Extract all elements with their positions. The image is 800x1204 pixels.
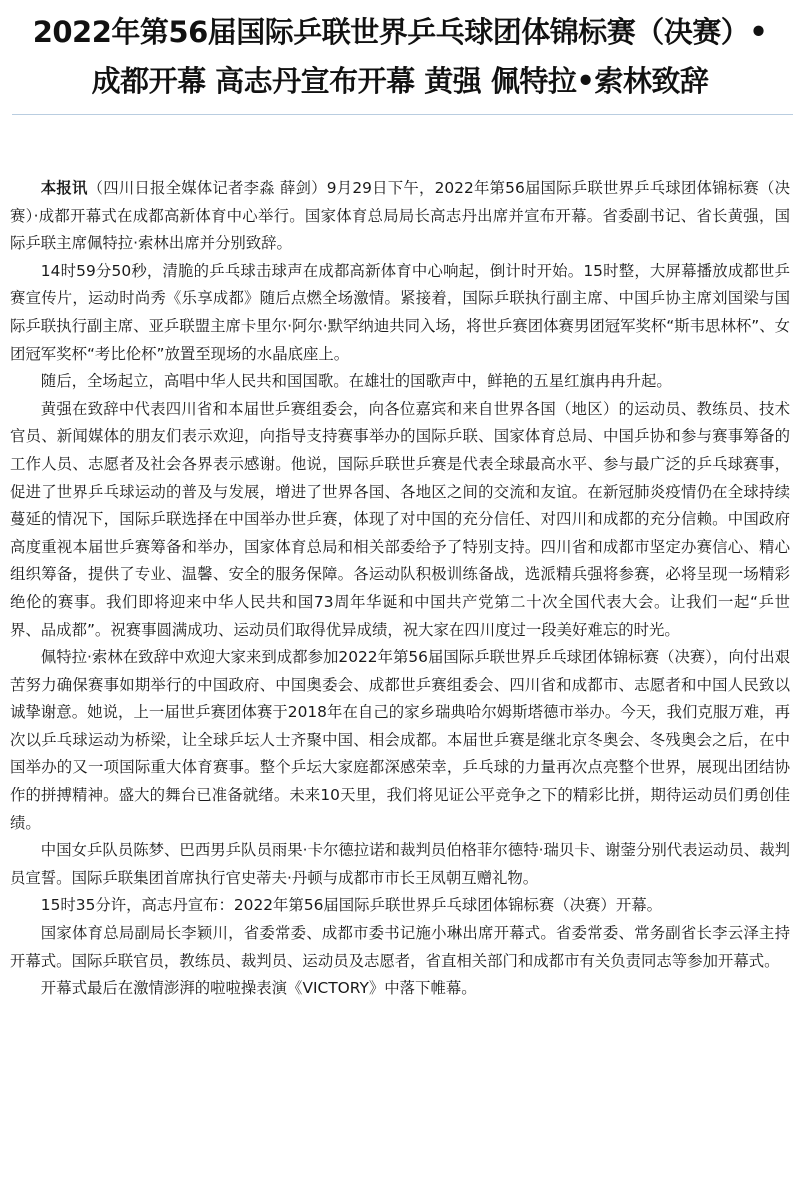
headline-line-1: 2022年第56届国际乒联世界乒乓球团体锦标赛（决赛）• [32,15,768,49]
headline-line-2: 成都开幕 高志丹宣布开幕 黄强 佩特拉•索林致辞 [91,64,709,98]
article-paragraph-1 [10,175,790,258]
article-body [10,175,790,1003]
article-headline [0,8,800,106]
paragraph-1-text: （四川日报全媒体记者李淼 薛剑）9月29日下午，2022年第56届国际乒联世界乒乓球团体锦标赛（决赛）·成都开幕式在成都高新体育中心举行。国家体育总局局长高志丹出席并宣布开幕。省委副书记、省长黄强，国际乒联主席佩特拉·索林出席并分别致辞。 [10,179,790,253]
article-paragraph-5: 佩特拉·索林在致辞中欢迎大家来到成都参加2022年第56届国际乒联世界乒乓球团体锦标赛（决赛），向付出艰苦努力确保赛事如期举行的中国政府、中国奥委会、成都世乒赛组委会、四川省和成都市、志愿者和中国人民致以诚挚谢意。她说，上一届世乒赛团体赛于2018年在自己的家乡瑞典哈尔姆斯塔德市举办。今天，我们克服万难，再次以乒乓球运动为桥梁，让全球乒坛人士齐聚中国、相会成都。本届世乒赛是继北京冬奥会、冬残奥会之后，在中国举办的又一项国际重大体育赛事。整个乒坛大家庭都深感荣幸，乒乓球的力量再次点亮整个世界，展现出团结协作的拼搏精神。盛大的舞台已准备就绪。未来10天里，我们将见证公平竞争之下的精彩比拼，期待运动员们勇创佳绩。 [10,648,790,832]
article-paragraph-4: 黄强在致辞中代表四川省和本届世乒赛组委会，向各位嘉宾和来自世界各国（地区）的运动员、教练员、技术官员、新闻媒体的朋友们表示欢迎，向指导支持赛事举办的国际乒联、国家体育总局、中国乒协和参与赛事筹备的工作人员、志愿者及社会各界表示感谢。他说，国际乒联世乒赛是代表全球最高水平、参与最广泛的乒乓球赛事，促进了世界乒乓球运动的普及与发展，增进了世界各国、各地区之间的交流和友谊。在新冠肺炎疫情仍在全球持续蔓延的情况下，国际乒联选择在中国举办世乒赛，体现了对中国的充分信任、对四川和成都的充分信赖。中国政府高度重视本届世乒赛筹备和举办，国家体育总局和相关部委给予了特别支持。四川省和成都市坚定办赛信心、精心组织筹备，提供了专业、温馨、安全的服务保障。各运动队积极训练备战，选派精兵强将参赛，必将呈现一场精彩绝伦的赛事。我们即将迎来中华人民共和国73周年华诞和中国共产党第二十次全国代表大会。让我们一起“乒世界、品成都”。祝赛事圆满成功、运动员们取得优异成绩，祝大家在四川度过一段美好难忘的时光。 [10,399,790,639]
article-paragraph-8: 国家体育总局副局长李颖川，省委常委、成都市委书记施小琳出席开幕式。省委常委、常务副省长李云泽主持开幕式。国际乒联官员，教练员、裁判员、运动员及志愿者，省直相关部门和成都市有关负责同志等参加开幕式。 [10,924,790,970]
article-paragraph-2: 14时59分50秒，清脆的乒乓球击球声在成都高新体育中心响起，倒计时开始。15时整，大屏幕播放成都世乒赛宣传片，运动时尚秀《乐享成都》随后点燃全场激情。紧接着，国际乒联执行副主席、中国乒协主席刘国梁与国际乒联执行副主席、亚乒联盟主席卡里尔·阿尔·默罕纳迪共同入场，将世乒赛团体赛男团冠军奖杯“斯韦思林杯”、女团冠军奖杯“考比伦杯”放置至现场的水晶底座上。 [10,261,790,363]
lead-label: 本报讯 [40,179,88,197]
article-paragraph-3: 随后，全场起立，高唱中华人民共和国国歌。在雄壮的国歌声中，鲜艳的五星红旗冉冉升起。 [40,372,672,391]
article-paragraph-7: 15时35分许，高志丹宣布：2022年第56届国际乒联世界乒乓球团体锦标赛（决赛）开幕。 [40,896,662,915]
article-paragraph-9: 开幕式最后在激情澎湃的啦啦操表演《VICTORY》中落下帷幕。 [40,979,477,998]
article-paragraph-6: 中国女乒队员陈梦、巴西男乒队员雨果·卡尔德拉诺和裁判员伯格菲尔德特·瑞贝卡、谢蓥分别代表运动员、裁判员宣誓。国际乒联集团首席执行官史蒂夫·丹顿与成都市市长王凤朝互赠礼物。 [10,841,790,887]
headline-divider [12,114,793,115]
